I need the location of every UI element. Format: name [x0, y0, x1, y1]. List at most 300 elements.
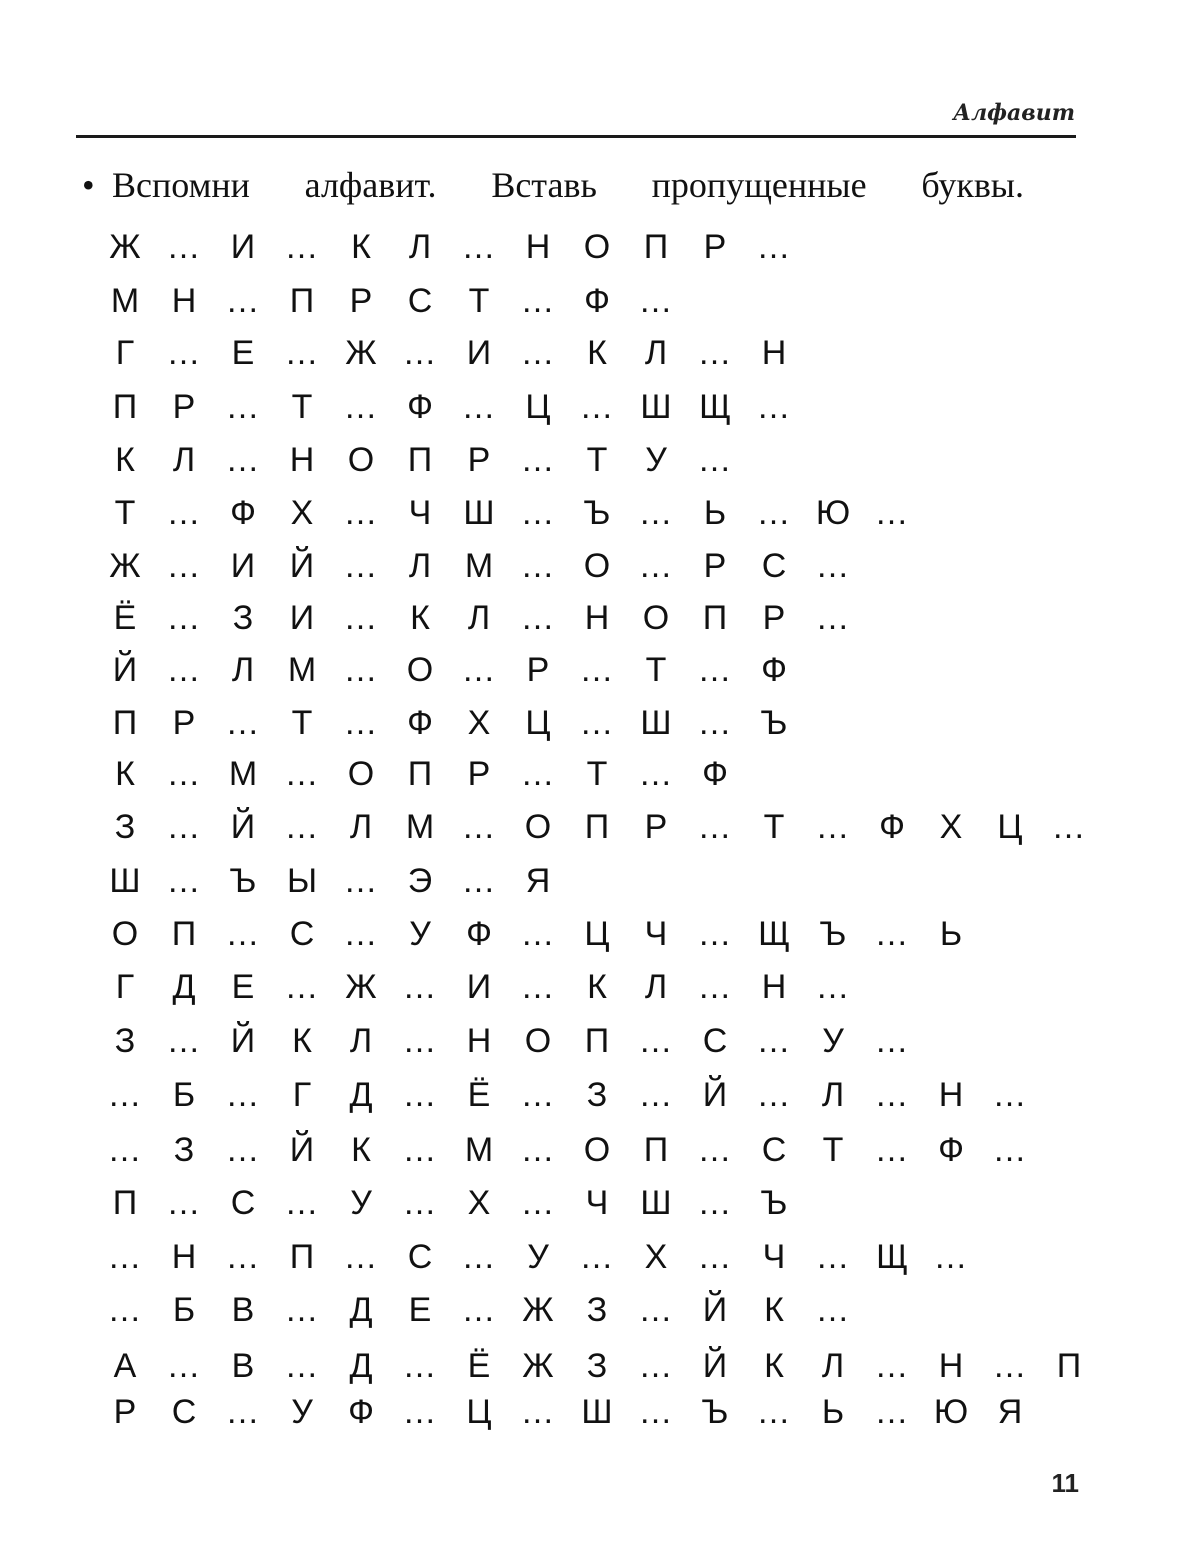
alphabet-letter: Й	[289, 1131, 315, 1169]
missing-letter-gap: …	[166, 755, 202, 793]
missing-letter-gap: …	[638, 1022, 674, 1060]
missing-letter-gap: …	[874, 1076, 910, 1114]
missing-letter-gap: …	[1051, 808, 1087, 846]
missing-letter-gap: …	[343, 494, 379, 532]
alphabet-letter: К	[115, 441, 135, 479]
alphabet-letter: К	[587, 334, 607, 372]
alphabet-letter: В	[231, 1291, 255, 1329]
missing-letter-gap: …	[343, 915, 379, 953]
alphabet-letter: Ц	[466, 1393, 492, 1431]
missing-letter-gap: …	[166, 228, 202, 266]
alphabet-letter: Д	[349, 1291, 373, 1329]
missing-letter-gap: …	[402, 334, 438, 372]
missing-letter-gap: …	[343, 1238, 379, 1276]
alphabet-letter: Е	[231, 334, 255, 372]
alphabet-letter: Н	[466, 1022, 492, 1060]
alphabet-letter: Л	[349, 1022, 373, 1060]
alphabet-letter: М	[110, 282, 140, 320]
alphabet-letter: Л	[172, 441, 196, 479]
missing-letter-gap: …	[461, 228, 497, 266]
missing-letter-gap: …	[992, 1076, 1028, 1114]
alphabet-letter: Т	[291, 388, 313, 426]
alphabet-letter: Ю	[933, 1393, 969, 1431]
alphabet-letter: Ф	[466, 915, 492, 953]
alphabet-letter: Т	[645, 651, 667, 689]
alphabet-letter: М	[464, 1131, 494, 1169]
alphabet-letter: Ш	[581, 1393, 613, 1431]
alphabet-letter: У	[350, 1184, 372, 1222]
alphabet-letter: Е	[231, 968, 255, 1006]
alphabet-letter: И	[466, 334, 492, 372]
alphabet-letter: Ь	[703, 494, 727, 532]
alphabet-letter: Ъ	[229, 862, 257, 900]
missing-letter-gap: …	[284, 808, 320, 846]
alphabet-letter: О	[583, 228, 611, 266]
missing-letter-gap: …	[225, 1131, 261, 1169]
alphabet-letter: Л	[408, 547, 432, 585]
alphabet-letter: Ю	[815, 494, 851, 532]
alphabet-letter: С	[171, 1393, 197, 1431]
alphabet-letter: Р	[762, 599, 786, 637]
alphabet-letter: П	[584, 1022, 610, 1060]
alphabet-letter: Т	[822, 1131, 844, 1169]
alphabet-letter: Й	[289, 547, 315, 585]
alphabet-letter: М	[464, 547, 494, 585]
alphabet-letter: П	[584, 808, 610, 846]
alphabet-letter: Х	[939, 808, 963, 846]
missing-letter-gap: …	[461, 862, 497, 900]
alphabet-letter: Т	[468, 282, 490, 320]
missing-letter-gap: …	[520, 1184, 556, 1222]
missing-letter-gap: …	[697, 441, 733, 479]
alphabet-letter: Н	[171, 282, 197, 320]
alphabet-letter: Л	[408, 228, 432, 266]
alphabet-letter: К	[764, 1291, 784, 1329]
alphabet-letter: Ф	[702, 755, 728, 793]
missing-letter-gap: …	[520, 755, 556, 793]
missing-letter-gap: …	[402, 1022, 438, 1060]
alphabet-letter: Ф	[348, 1393, 374, 1431]
alphabet-letter: О	[111, 915, 139, 953]
missing-letter-gap: …	[874, 1022, 910, 1060]
alphabet-letter: Й	[230, 808, 256, 846]
alphabet-letter: Н	[761, 334, 787, 372]
missing-letter-gap: …	[402, 1076, 438, 1114]
alphabet-letter: Ш	[463, 494, 495, 532]
missing-letter-gap: …	[638, 547, 674, 585]
missing-letter-gap: …	[756, 494, 792, 532]
alphabet-letter: Ё	[467, 1347, 491, 1385]
missing-letter-gap: …	[166, 808, 202, 846]
missing-letter-gap: …	[520, 1131, 556, 1169]
alphabet-letter: Й	[112, 651, 138, 689]
alphabet-letter: Р	[172, 704, 196, 742]
alphabet-letter: Л	[349, 808, 373, 846]
alphabet-letter: Ф	[879, 808, 905, 846]
missing-letter-gap: …	[520, 915, 556, 953]
alphabet-letter: Р	[349, 282, 373, 320]
alphabet-letter: С	[289, 915, 315, 953]
alphabet-letter: Ч	[585, 1184, 609, 1222]
alphabet-letter: Ъ	[819, 915, 847, 953]
missing-letter-gap: …	[461, 651, 497, 689]
alphabet-letter: Ж	[522, 1347, 554, 1385]
alphabet-letter: Ш	[109, 862, 141, 900]
alphabet-letter: З	[232, 599, 254, 637]
alphabet-letter: Р	[703, 547, 727, 585]
alphabet-letter: Ъ	[760, 704, 788, 742]
alphabet-letter: П	[702, 599, 728, 637]
missing-letter-gap: …	[697, 968, 733, 1006]
missing-letter-gap: …	[284, 755, 320, 793]
alphabet-letter: А	[113, 1347, 137, 1385]
missing-letter-gap: …	[697, 1238, 733, 1276]
missing-letter-gap: …	[520, 282, 556, 320]
alphabet-letter: Р	[113, 1393, 137, 1431]
missing-letter-gap: …	[697, 915, 733, 953]
alphabet-letter: Ь	[939, 915, 963, 953]
alphabet-letter: Ф	[761, 651, 787, 689]
alphabet-letter: Ж	[522, 1291, 554, 1329]
alphabet-letter: М	[287, 651, 317, 689]
missing-letter-gap: …	[815, 1291, 851, 1329]
alphabet-letter: Л	[821, 1347, 845, 1385]
missing-letter-gap: …	[638, 1347, 674, 1385]
alphabet-letter: У	[527, 1238, 549, 1276]
alphabet-letter: Ф	[407, 704, 433, 742]
alphabet-letter: Г	[115, 334, 135, 372]
alphabet-letter: Л	[644, 334, 668, 372]
alphabet-letter: Ф	[584, 282, 610, 320]
missing-letter-gap: …	[638, 1076, 674, 1114]
missing-letter-gap: …	[638, 1291, 674, 1329]
alphabet-letter: Д	[349, 1076, 373, 1114]
alphabet-letter: Н	[938, 1347, 964, 1385]
missing-letter-gap: …	[166, 334, 202, 372]
alphabet-letter: У	[645, 441, 667, 479]
alphabet-letter: Я	[997, 1393, 1023, 1431]
alphabet-letter: Г	[292, 1076, 312, 1114]
alphabet-letter: О	[406, 651, 434, 689]
alphabet-letter: З	[114, 808, 136, 846]
alphabet-letter: Щ	[758, 915, 790, 953]
missing-letter-gap: …	[225, 915, 261, 953]
alphabet-letter: Т	[586, 441, 608, 479]
alphabet-letter: М	[405, 808, 435, 846]
alphabet-letter: К	[351, 228, 371, 266]
alphabet-letter: Ц	[525, 704, 551, 742]
alphabet-letter: С	[761, 547, 787, 585]
alphabet-letter: У	[291, 1393, 313, 1431]
alphabet-letter: Х	[467, 1184, 491, 1222]
alphabet-letter: Ш	[640, 1184, 672, 1222]
alphabet-letter: С	[230, 1184, 256, 1222]
alphabet-letter: З	[173, 1131, 195, 1169]
missing-letter-gap: …	[402, 1393, 438, 1431]
missing-letter-gap: …	[756, 1393, 792, 1431]
missing-letter-gap: …	[756, 1076, 792, 1114]
alphabet-letter: З	[586, 1291, 608, 1329]
alphabet-letter: Р	[467, 441, 491, 479]
missing-letter-gap: …	[756, 1022, 792, 1060]
alphabet-letter: Ф	[230, 494, 256, 532]
missing-letter-gap: …	[815, 1238, 851, 1276]
missing-letter-gap: …	[520, 1393, 556, 1431]
alphabet-letter: Ы	[286, 862, 318, 900]
alphabet-letter: К	[351, 1131, 371, 1169]
missing-letter-gap: …	[107, 1131, 143, 1169]
alphabet-letter: Й	[702, 1291, 728, 1329]
missing-letter-gap: …	[107, 1238, 143, 1276]
missing-letter-gap: …	[343, 388, 379, 426]
alphabet-letter: Т	[114, 494, 136, 532]
missing-letter-gap: …	[461, 808, 497, 846]
alphabet-letter: П	[407, 755, 433, 793]
alphabet-letter: Р	[644, 808, 668, 846]
alphabet-letter: Р	[172, 388, 196, 426]
missing-letter-gap: …	[874, 1131, 910, 1169]
alphabet-letter: Ъ	[583, 494, 611, 532]
missing-letter-gap: …	[697, 704, 733, 742]
alphabet-letter: Т	[586, 755, 608, 793]
missing-letter-gap: …	[107, 1076, 143, 1114]
alphabet-letter: Р	[467, 755, 491, 793]
instruction-text: Вспомни алфавит. Вставь пропущенные буквы.	[112, 165, 1024, 205]
alphabet-letter: Ё	[467, 1076, 491, 1114]
alphabet-letter: К	[410, 599, 430, 637]
missing-letter-gap: …	[343, 599, 379, 637]
missing-letter-gap: …	[579, 388, 615, 426]
alphabet-letter: С	[702, 1022, 728, 1060]
alphabet-letter: И	[289, 599, 315, 637]
alphabet-letter: П	[289, 282, 315, 320]
missing-letter-gap: …	[579, 1238, 615, 1276]
alphabet-letter: Ъ	[701, 1393, 729, 1431]
alphabet-letter: Э	[407, 862, 433, 900]
alphabet-letter: К	[115, 755, 135, 793]
alphabet-letter: М	[228, 755, 258, 793]
alphabet-letter: Ф	[407, 388, 433, 426]
missing-letter-gap: …	[520, 334, 556, 372]
missing-letter-gap: …	[638, 1393, 674, 1431]
missing-letter-gap: …	[638, 282, 674, 320]
alphabet-letter: П	[1056, 1347, 1082, 1385]
missing-letter-gap: …	[402, 1347, 438, 1385]
missing-letter-gap: …	[815, 547, 851, 585]
alphabet-letter: Ь	[821, 1393, 845, 1431]
missing-letter-gap: …	[225, 441, 261, 479]
alphabet-letter: К	[292, 1022, 312, 1060]
alphabet-letter: Л	[821, 1076, 845, 1114]
alphabet-letter: Т	[291, 704, 313, 742]
missing-letter-gap: …	[520, 441, 556, 479]
alphabet-letter: И	[230, 547, 256, 585]
alphabet-letter: Л	[644, 968, 668, 1006]
alphabet-letter: П	[289, 1238, 315, 1276]
alphabet-letter: Й	[230, 1022, 256, 1060]
missing-letter-gap: …	[815, 808, 851, 846]
missing-letter-gap: …	[107, 1291, 143, 1329]
alphabet-letter: О	[347, 441, 375, 479]
alphabet-letter: Щ	[699, 388, 731, 426]
alphabet-letter: С	[407, 1238, 433, 1276]
missing-letter-gap: …	[225, 1076, 261, 1114]
missing-letter-gap: …	[343, 862, 379, 900]
alphabet-letter: Ш	[640, 388, 672, 426]
missing-letter-gap: …	[284, 228, 320, 266]
alphabet-letter: О	[583, 547, 611, 585]
missing-letter-gap: …	[166, 599, 202, 637]
page-number: 11	[1051, 1468, 1079, 1498]
bullet-icon: •	[82, 165, 95, 205]
alphabet-letter: Ж	[345, 968, 377, 1006]
alphabet-letter: Я	[525, 862, 551, 900]
alphabet-letter: Х	[467, 704, 491, 742]
missing-letter-gap: …	[992, 1347, 1028, 1385]
alphabet-letter: Ц	[584, 915, 610, 953]
missing-letter-gap: …	[402, 1131, 438, 1169]
missing-letter-gap: …	[874, 1347, 910, 1385]
missing-letter-gap: …	[284, 1347, 320, 1385]
missing-letter-gap: …	[697, 1131, 733, 1169]
missing-letter-gap: …	[284, 1291, 320, 1329]
missing-letter-gap: …	[874, 915, 910, 953]
alphabet-letter: В	[231, 1347, 255, 1385]
missing-letter-gap: …	[756, 388, 792, 426]
missing-letter-gap: …	[520, 547, 556, 585]
alphabet-letter: З	[586, 1347, 608, 1385]
alphabet-letter: П	[407, 441, 433, 479]
missing-letter-gap: …	[343, 704, 379, 742]
alphabet-letter: Щ	[876, 1238, 908, 1276]
alphabet-letter: Н	[171, 1238, 197, 1276]
alphabet-letter: К	[587, 968, 607, 1006]
alphabet-letter: Ц	[997, 808, 1023, 846]
missing-letter-gap: …	[461, 1291, 497, 1329]
alphabet-letter: Ш	[640, 704, 672, 742]
alphabet-letter: У	[822, 1022, 844, 1060]
alphabet-letter: Б	[172, 1076, 196, 1114]
missing-letter-gap: …	[225, 1393, 261, 1431]
alphabet-letter: Й	[702, 1076, 728, 1114]
section-title: Алфавит	[953, 100, 1075, 126]
missing-letter-gap: …	[933, 1238, 969, 1276]
missing-letter-gap: …	[461, 388, 497, 426]
alphabet-letter: Н	[525, 228, 551, 266]
missing-letter-gap: …	[874, 494, 910, 532]
missing-letter-gap: …	[992, 1131, 1028, 1169]
alphabet-letter: П	[643, 228, 669, 266]
alphabet-letter: З	[114, 1022, 136, 1060]
missing-letter-gap: …	[166, 1184, 202, 1222]
missing-letter-gap: …	[343, 651, 379, 689]
missing-letter-gap: …	[579, 651, 615, 689]
alphabet-letter: П	[112, 388, 138, 426]
alphabet-letter: Ж	[345, 334, 377, 372]
alphabet-letter: Ф	[938, 1131, 964, 1169]
alphabet-letter: Н	[289, 441, 315, 479]
alphabet-letter: П	[643, 1131, 669, 1169]
missing-letter-gap: …	[638, 755, 674, 793]
missing-letter-gap: …	[697, 651, 733, 689]
missing-letter-gap: …	[520, 494, 556, 532]
missing-letter-gap: …	[166, 651, 202, 689]
alphabet-letter: Ч	[408, 494, 432, 532]
alphabet-letter: Е	[408, 1291, 432, 1329]
alphabet-letter: И	[230, 228, 256, 266]
missing-letter-gap: …	[225, 388, 261, 426]
alphabet-letter: С	[407, 282, 433, 320]
missing-letter-gap: …	[520, 968, 556, 1006]
alphabet-letter: С	[761, 1131, 787, 1169]
missing-letter-gap: …	[284, 968, 320, 1006]
alphabet-letter: Л	[467, 599, 491, 637]
missing-letter-gap: …	[697, 808, 733, 846]
alphabet-letter: Ц	[525, 388, 551, 426]
missing-letter-gap: …	[166, 862, 202, 900]
alphabet-letter: О	[347, 755, 375, 793]
alphabet-letter: Х	[290, 494, 314, 532]
alphabet-letter: У	[409, 915, 431, 953]
alphabet-letter: Р	[703, 228, 727, 266]
alphabet-letter: Т	[763, 808, 785, 846]
alphabet-letter: Р	[526, 651, 550, 689]
missing-letter-gap: …	[815, 599, 851, 637]
alphabet-letter: П	[112, 704, 138, 742]
missing-letter-gap: …	[166, 1022, 202, 1060]
missing-letter-gap: …	[815, 968, 851, 1006]
missing-letter-gap: …	[284, 1184, 320, 1222]
missing-letter-gap: …	[402, 1184, 438, 1222]
alphabet-letter: Ч	[762, 1238, 786, 1276]
alphabet-letter: Й	[702, 1347, 728, 1385]
missing-letter-gap: …	[225, 282, 261, 320]
alphabet-letter: Д	[172, 968, 196, 1006]
alphabet-letter: О	[524, 1022, 552, 1060]
missing-letter-gap: …	[166, 547, 202, 585]
alphabet-letter: Ж	[109, 547, 141, 585]
alphabet-letter: З	[586, 1076, 608, 1114]
alphabet-letter: О	[524, 808, 552, 846]
alphabet-letter: Х	[644, 1238, 668, 1276]
alphabet-letter: И	[466, 968, 492, 1006]
alphabet-letter: П	[112, 1184, 138, 1222]
alphabet-letter: Ж	[109, 228, 141, 266]
missing-letter-gap: …	[697, 334, 733, 372]
missing-letter-gap: …	[343, 547, 379, 585]
missing-letter-gap: …	[697, 1184, 733, 1222]
missing-letter-gap: …	[225, 704, 261, 742]
alphabet-letter: Н	[938, 1076, 964, 1114]
missing-letter-gap: …	[461, 1238, 497, 1276]
missing-letter-gap: …	[402, 968, 438, 1006]
alphabet-letter: Г	[115, 968, 135, 1006]
missing-letter-gap: …	[284, 334, 320, 372]
missing-letter-gap: …	[166, 1347, 202, 1385]
missing-letter-gap: …	[520, 1076, 556, 1114]
missing-letter-gap: …	[520, 599, 556, 637]
alphabet-letter: Н	[584, 599, 610, 637]
alphabet-letter: К	[764, 1347, 784, 1385]
alphabet-letter: Л	[231, 651, 255, 689]
alphabet-letter: О	[583, 1131, 611, 1169]
missing-letter-gap: …	[638, 494, 674, 532]
missing-letter-gap: …	[225, 1238, 261, 1276]
alphabet-letter: Б	[172, 1291, 196, 1329]
alphabet-letter: Д	[349, 1347, 373, 1385]
missing-letter-gap: …	[579, 704, 615, 742]
alphabet-letter: Н	[761, 968, 787, 1006]
